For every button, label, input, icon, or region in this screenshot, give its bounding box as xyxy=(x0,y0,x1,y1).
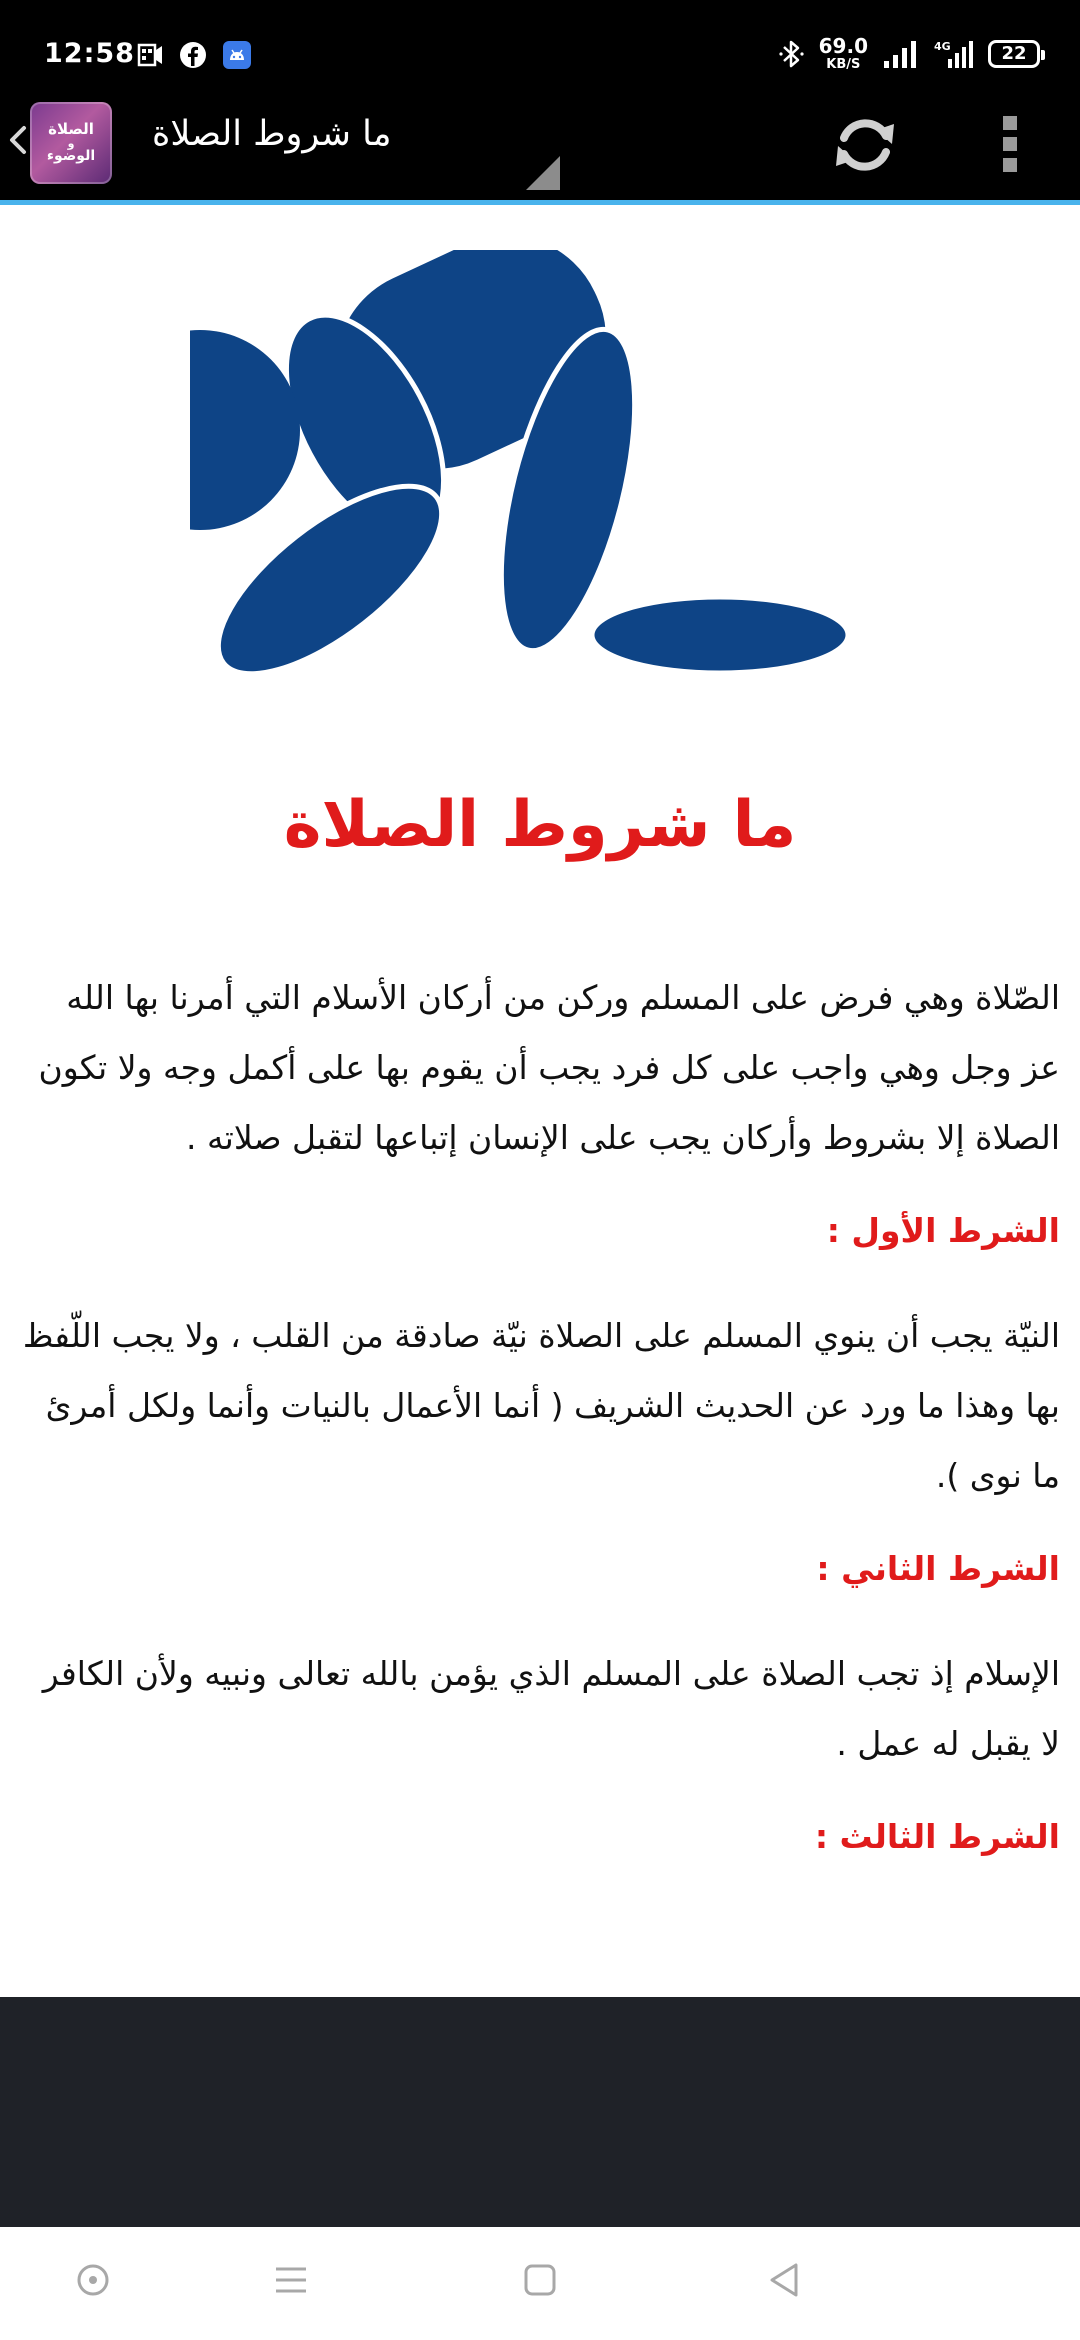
status-right xyxy=(779,36,1040,71)
status-left-icons xyxy=(134,40,252,70)
condition-2-heading: الشرط الثاني : xyxy=(816,1549,1060,1588)
battery-level: 22 xyxy=(1001,43,1027,64)
screen-record-icon xyxy=(134,40,164,70)
condition-1-heading: الشرط الأول : xyxy=(826,1211,1060,1250)
network-speed-value: 69.0 xyxy=(818,34,868,58)
condition-1-text: النيّة يجب أن ينوي المسلم على الصلاة نيّة صادقة من القلب ، ولا يجب اللّفظ بها وهذا ما ورد عن الحديث الشريف ( أنما الأعمال بالنيات وأنما ولكل أمرئ ما نوى ). xyxy=(22,1316,1060,1495)
article-content[interactable] xyxy=(0,205,1080,1997)
article-intro: الصّلاة وهي فرض على المسلم وركن من أركان الأسلام التي أمرنا بها الله عز وجل وهي واجب على كل فرد يجب أن يقوم بها على أكمل وجه ولا تكون الصلاة إلا بشروط وأركان يجب على الإنسان إتباعها لتقبل صلاته . xyxy=(38,978,1060,1157)
svg-text:4G: 4G xyxy=(934,39,951,53)
refresh-icon[interactable] xyxy=(830,110,900,180)
menu-icon[interactable] xyxy=(266,2255,316,2305)
status-bar xyxy=(0,0,1080,82)
chevron-left-icon[interactable] xyxy=(6,124,30,156)
record-icon[interactable] xyxy=(68,2255,118,2305)
figure-head xyxy=(190,330,300,530)
wifi-signal-icon xyxy=(882,39,920,69)
condition-3-heading: الشرط الثالث : xyxy=(814,1817,1060,1856)
prostration-figure-illustration xyxy=(190,250,900,730)
ad-banner-area xyxy=(0,1997,1080,2227)
article-title: ما شروط الصلاة xyxy=(283,788,797,862)
back-triangle-icon[interactable] xyxy=(760,2255,810,2305)
network-speed xyxy=(819,36,868,71)
bluetooth-icon xyxy=(779,38,805,70)
app-logo-line3: الوضوء xyxy=(46,148,96,165)
figure-shin xyxy=(592,597,848,673)
dropdown-triangle-icon[interactable] xyxy=(526,156,560,190)
system-nav-bar xyxy=(0,2227,1080,2340)
app-logo-line2: و xyxy=(67,136,75,150)
android-icon xyxy=(222,40,252,70)
more-vert-icon[interactable] xyxy=(990,112,1030,176)
network-speed-unit: KB/S xyxy=(826,57,861,72)
facebook-icon xyxy=(178,40,208,70)
battery-icon xyxy=(988,40,1040,68)
app-logo[interactable] xyxy=(30,102,112,184)
app-logo-line1: الصلاة xyxy=(48,120,94,138)
app-bar xyxy=(0,82,1080,205)
article-body xyxy=(20,963,1060,1907)
cellular-4g-icon xyxy=(934,39,974,69)
app-bar-title: ما شروط الصلاة xyxy=(152,114,392,154)
home-square-icon[interactable] xyxy=(515,2255,565,2305)
status-time: 12:58 xyxy=(44,38,135,69)
condition-2-text: الإسلام إذ تجب الصلاة على المسلم الذي يؤمن بالله تعالى ونبيه ولأن الكافر لا يقبل له عمل . xyxy=(42,1654,1060,1763)
